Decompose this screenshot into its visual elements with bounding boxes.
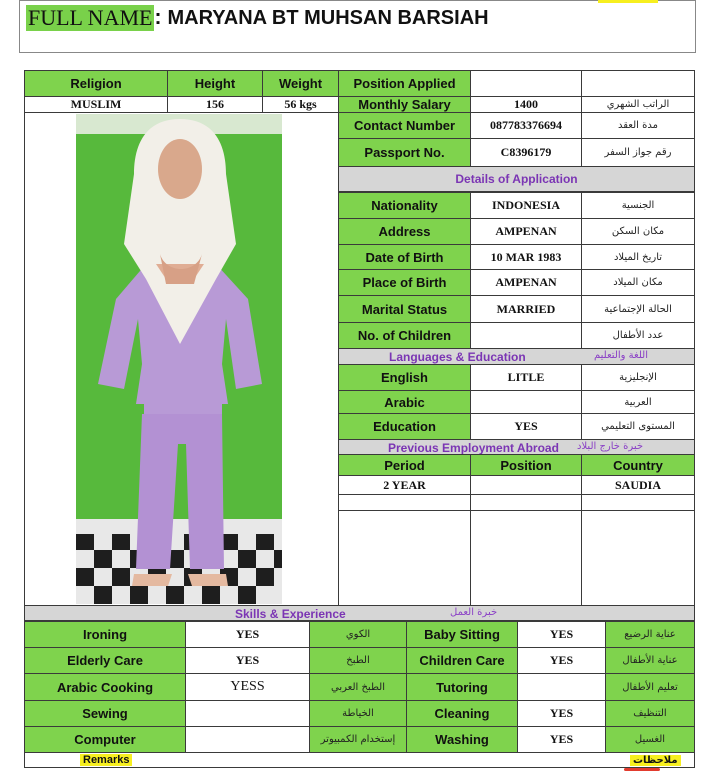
contact-number-value: 087783376694: [470, 112, 582, 139]
detail-label-text: Place of Birth: [362, 275, 447, 290]
detail-label: [338, 269, 471, 296]
skill-ar-label-text: إستخدام الكمبيوتر: [320, 734, 396, 745]
employment-period: [338, 475, 471, 495]
skill-value: [185, 647, 310, 674]
language-value-text: LITLE: [507, 370, 545, 384]
detail-label: [338, 244, 471, 270]
contact-number-label: Contact Number: [338, 112, 471, 139]
employment-col-position: Position: [470, 454, 582, 476]
detail-label-text: Date of Birth: [365, 249, 444, 265]
skill-ar-label-text: الغسيل: [634, 734, 666, 745]
skill-label-text: Computer: [74, 732, 136, 747]
language-label: [338, 390, 471, 414]
skill-ar-label-text: التنظيف: [633, 708, 667, 719]
skill-label-text: Elderly Care: [67, 653, 143, 668]
language-ar-label: [581, 413, 695, 440]
detail-value: [470, 244, 582, 270]
detail-ar-label: [581, 295, 695, 323]
skill-ar-label-text: الطبخ: [346, 655, 370, 666]
skill-ar-label-text: عناية الأطفال: [622, 655, 678, 666]
language-value-text: YES: [514, 419, 538, 433]
detail-label: [338, 322, 471, 349]
height-header: Height: [167, 70, 263, 97]
skill-value-text: YES: [549, 706, 574, 720]
languages-section-title-ar: اللغة والتعليم: [594, 350, 648, 361]
skill-label-text: Sewing: [82, 706, 128, 721]
skill-label-text: Baby Sitting: [424, 627, 500, 642]
skill-label: [406, 673, 518, 701]
skill-value: [185, 726, 310, 753]
employment-section-title: Previous Employment Abroad: [388, 441, 559, 455]
detail-value-text: 10 MAR 1983: [490, 249, 562, 264]
skill-label-text: Children Care: [419, 653, 505, 668]
skill-label-text: Arabic Cooking: [56, 679, 154, 695]
skill-label: [24, 647, 186, 674]
weight-header: Weight: [262, 70, 339, 97]
detail-value-text: AMPENAN: [495, 275, 557, 289]
monthly-salary-label: Monthly Salary: [338, 96, 471, 113]
detail-value-text: INDONESIA: [491, 198, 560, 212]
language-ar-label: [581, 364, 695, 391]
skill-value-text: YES: [549, 627, 574, 641]
skill-value: [517, 621, 606, 648]
religion-header: Religion: [24, 70, 168, 97]
skill-label-text: Ironing: [82, 627, 128, 642]
skill-value: [185, 673, 310, 701]
skill-ar-label: [605, 673, 695, 701]
detail-value: [470, 322, 582, 349]
detail-ar-label: [581, 244, 695, 270]
monthly-salary-value: 1400: [470, 96, 582, 113]
skills-section-header: [24, 605, 695, 621]
remarks-label-ar: ملاحظات: [630, 755, 681, 766]
skill-label: [24, 726, 186, 753]
language-ar-label: [581, 390, 695, 414]
detail-value-text: MARRIED: [496, 301, 556, 316]
skills-section-title: Skills & Experience: [235, 607, 346, 621]
name-line: [26, 5, 489, 31]
details-section-title: Details of Application: [338, 166, 695, 192]
passport-value: C8396179: [470, 138, 582, 167]
skill-ar-label: [605, 621, 695, 648]
language-ar-label-text: المستوى التعليمي: [601, 421, 675, 432]
skill-label: [406, 700, 518, 727]
employment-empty-cell: [581, 494, 695, 511]
remarks-label-ar-box: [630, 753, 681, 767]
detail-label-text: Address: [378, 224, 431, 239]
employment-section-header: [338, 439, 695, 455]
name-box: [19, 0, 696, 53]
skill-value: [185, 621, 310, 648]
skill-ar-label-text: عناية الرضيع: [624, 629, 676, 640]
skill-ar-label: [605, 726, 695, 753]
applicant-photo-image: [76, 114, 282, 604]
detail-label: [338, 295, 471, 323]
language-label-text: English: [381, 370, 428, 385]
skill-ar-label-text: الطبخ العربي: [331, 681, 385, 693]
passport-label: Passport No.: [338, 138, 471, 167]
language-label: [338, 364, 471, 391]
position-applied-ar: [581, 70, 695, 97]
language-ar-label-text: العربية: [624, 396, 652, 408]
language-value: [470, 413, 582, 440]
skill-label: [24, 700, 186, 727]
skill-ar-label-text: تعليم الأطفال: [622, 681, 678, 693]
employment-position: [470, 475, 582, 495]
employment-empty-cell: [581, 510, 695, 606]
detail-label: [338, 218, 471, 245]
remarks-label-box: [80, 753, 132, 767]
remarks-label: Remarks: [80, 754, 132, 766]
skill-label: [406, 726, 518, 753]
contact-number-ar: مدة العقد: [581, 112, 695, 139]
employment-empty-cell: [470, 494, 582, 511]
employment-col-country: Country: [581, 454, 695, 476]
religion-value: MUSLIM: [24, 96, 168, 113]
skill-value-text: YES: [549, 732, 574, 746]
employment-empty-cell: [470, 510, 582, 606]
detail-ar-label-text: تاريخ الميلاد: [613, 251, 663, 263]
detail-value: [470, 295, 582, 323]
skill-value: [517, 673, 606, 701]
detail-ar-label-text: الحالة الإجتماعية: [604, 303, 672, 315]
detail-ar-label: [581, 269, 695, 296]
skill-ar-label-text: الخياطة: [342, 708, 374, 719]
skill-value-text: YES: [235, 627, 260, 641]
applicant-photo: [76, 114, 282, 604]
detail-label-text: Marital Status: [361, 301, 448, 317]
top-yellow-mark: [598, 0, 658, 3]
detail-label-text: No. of Children: [357, 328, 452, 343]
detail-label: [338, 192, 471, 219]
skill-label: [406, 647, 518, 674]
detail-ar-label-text: مكان الميلاد: [613, 277, 663, 288]
height-value: 156: [167, 96, 263, 113]
full-name-label: FULL NAME: [28, 5, 153, 30]
skill-ar-label: [605, 700, 695, 727]
skill-label-text: Tutoring: [436, 679, 488, 695]
weight-value: 56 kgs: [262, 96, 339, 113]
detail-ar-label: [581, 322, 695, 349]
detail-ar-label: [581, 218, 695, 245]
languages-section-title: Languages & Education: [389, 350, 526, 364]
employment-col-period: Period: [338, 454, 471, 476]
employment-period-text: 2 YEAR: [383, 477, 426, 492]
position-applied-label: Position Applied: [338, 70, 471, 97]
employment-empty-cell: [338, 494, 471, 511]
detail-value: [470, 269, 582, 296]
languages-section-header: [338, 348, 695, 365]
full-name-colon: :: [154, 6, 162, 29]
skill-ar-label: [309, 673, 407, 701]
detail-ar-label: [581, 192, 695, 219]
language-label-text: Arabic: [384, 394, 425, 410]
passport-ar: رقم جواز السفر: [581, 138, 695, 167]
skill-label: [24, 673, 186, 701]
skill-label: [24, 621, 186, 648]
skill-value: [517, 700, 606, 727]
language-label: [338, 413, 471, 440]
skill-value: [517, 726, 606, 753]
detail-value: [470, 218, 582, 245]
skill-ar-label-text: الكوي: [345, 629, 371, 640]
skill-ar-label: [309, 700, 407, 727]
language-value: [470, 364, 582, 391]
skill-value-text: YESS: [230, 679, 265, 694]
detail-ar-label-text: عدد الأطفال: [612, 330, 664, 341]
full-name-value: MARYANA BT MUHSAN BARSIAH: [167, 6, 489, 29]
monthly-salary-ar: الراتب الشهري: [581, 96, 695, 113]
skill-value: [517, 647, 606, 674]
language-ar-label-text: الإنجليزية: [619, 372, 657, 383]
employment-country-text: SAUDIA: [614, 477, 661, 492]
skill-ar-label: [309, 647, 407, 674]
detail-ar-label-text: الجنسية: [621, 200, 655, 211]
skill-ar-label: [309, 621, 407, 648]
skill-ar-label: [605, 647, 695, 674]
skill-label-text: Washing: [435, 732, 489, 747]
skill-value-text: YES: [235, 653, 260, 667]
employment-country: [581, 475, 695, 495]
skill-label: [406, 621, 518, 648]
detail-ar-label-text: مكان السكن: [611, 226, 665, 237]
detail-value-text: AMPENAN: [495, 224, 557, 238]
employment-section-title-ar: خبرة خارج البلاد: [577, 441, 644, 452]
employment-empty-cell: [338, 510, 471, 606]
language-value: [470, 390, 582, 414]
skill-label-text: Cleaning: [434, 706, 490, 721]
detail-label-text: Nationality: [371, 198, 438, 213]
detail-value: [470, 192, 582, 219]
skills-section-title-ar: خبرة العمل: [450, 607, 498, 618]
skill-ar-label: [309, 726, 407, 753]
skill-value-text: YES: [549, 653, 574, 667]
skill-value: [185, 700, 310, 727]
language-label-text: Education: [373, 419, 436, 434]
position-applied-value: [470, 70, 582, 97]
